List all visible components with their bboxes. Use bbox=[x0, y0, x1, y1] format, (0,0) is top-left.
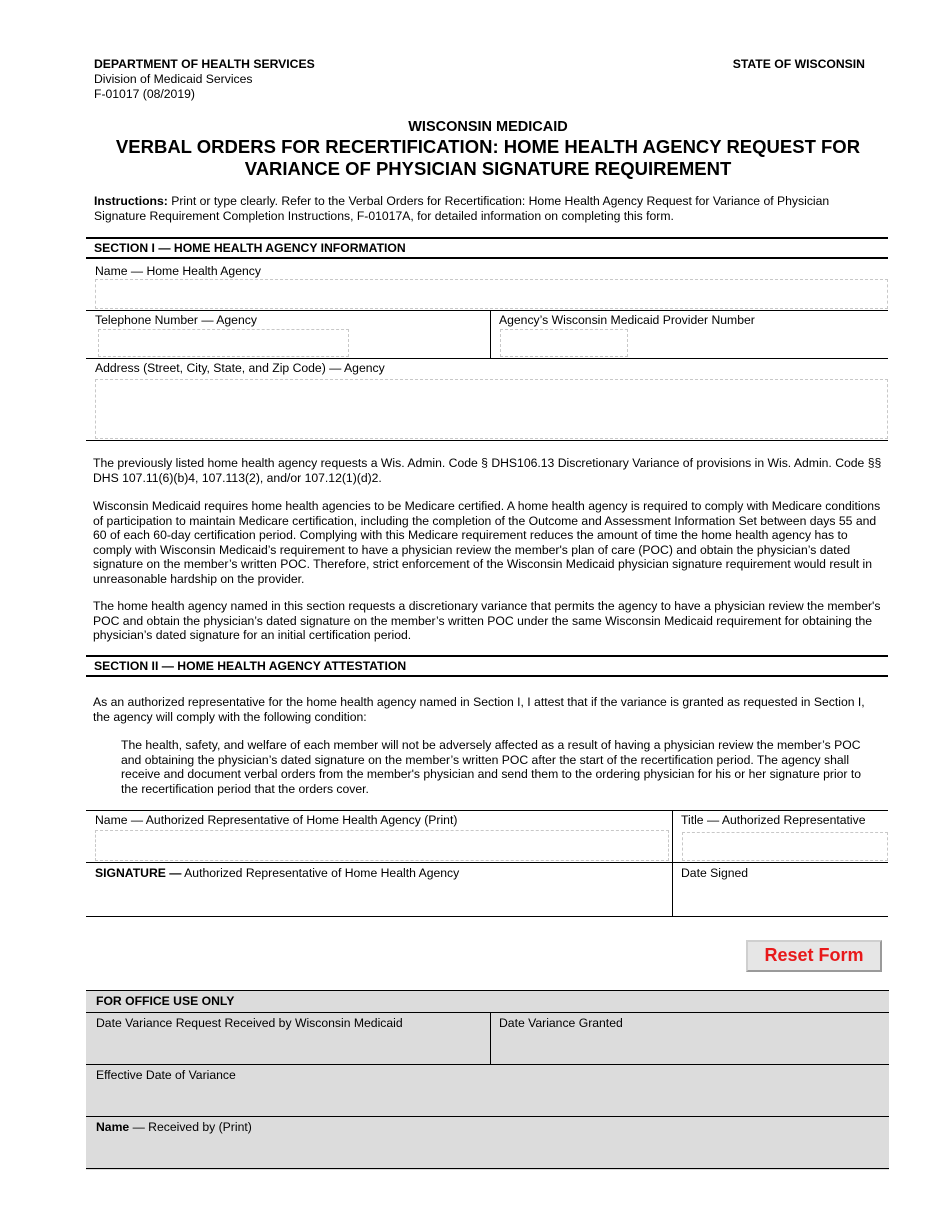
program-title: WISCONSIN MEDICAID bbox=[408, 119, 568, 135]
rep-title-label: Title — Authorized Representative bbox=[681, 813, 866, 827]
section-2-heading: SECTION II — HOME HEALTH AGENCY ATTESTATION bbox=[86, 655, 888, 677]
signature-label-bold: SIGNATURE — bbox=[95, 866, 182, 880]
received-by-label-text: — Received by (Print) bbox=[129, 1120, 252, 1134]
agency-phone-cell bbox=[86, 311, 491, 358]
received-by-label-bold: Name bbox=[96, 1120, 130, 1134]
agency-address-label: Address (Street, City, State, and Zip Code) — Agency bbox=[95, 361, 385, 375]
provider-number-cell bbox=[491, 311, 888, 358]
variance-scope-paragraph: The home health agency named in this section requests a discretionary variance that permits the agency to have a physician review the member's POC and obtain the physician’s dated signature on the member’s written POC under the same Wisconsin Medicaid requirement for obtaining the physician’s dated signature for an initial certification period. bbox=[93, 599, 881, 642]
agency-name-cell bbox=[86, 262, 888, 311]
variance-request-paragraph: The previously listed home health agency requests a Wis. Admin. Code § DHS106.13 Discretionary Variance of provisions in Wis. Admin. Code §§ DHS 107.11(6)(b)4, 107.113(2), and/or 107.12(1)(d)2. bbox=[93, 456, 882, 485]
received-by-label bbox=[96, 1120, 252, 1134]
attestation-paragraph: As an authorized representative for the home health agency named in Section I, I attest that if the variance is granted as requested in Section I, the agency will comply with the following condition: bbox=[93, 695, 865, 724]
signature-label-text: Authorized Representative of Home Health Agency bbox=[181, 866, 460, 880]
rep-title-cell bbox=[673, 811, 888, 863]
provider-number-label: Agency’s Wisconsin Medicaid Provider Number bbox=[499, 313, 755, 327]
office-use-heading: FOR OFFICE USE ONLY bbox=[86, 990, 889, 1013]
rep-name-cell bbox=[86, 811, 672, 863]
agency-name-label: Name — Home Health Agency bbox=[95, 264, 261, 278]
rep-name-input[interactable] bbox=[95, 830, 669, 861]
instructions bbox=[94, 194, 874, 224]
section-1-heading: SECTION I — HOME HEALTH AGENCY INFORMATION bbox=[86, 237, 888, 259]
division-name: Division of Medicaid Services bbox=[94, 72, 253, 86]
agency-name-input[interactable] bbox=[95, 279, 888, 309]
form-number: F-01017 (08/2019) bbox=[94, 87, 195, 101]
divider bbox=[86, 916, 888, 917]
date-received-cell bbox=[86, 1013, 491, 1064]
signature-cell[interactable] bbox=[86, 864, 672, 916]
rep-name-label: Name — Authorized Representative of Home Health Agency (Print) bbox=[95, 813, 458, 827]
date-signed-cell[interactable] bbox=[673, 864, 888, 916]
effective-date-label: Effective Date of Variance bbox=[96, 1068, 236, 1082]
provider-number-input[interactable] bbox=[500, 329, 628, 357]
state-name: STATE OF WISCONSIN bbox=[732, 57, 865, 71]
reset-form-button[interactable]: Reset Form bbox=[746, 940, 882, 972]
date-signed-label: Date Signed bbox=[681, 866, 749, 880]
instructions-text: Print or type clearly. Refer to the Verbal Orders for Recertification: Home Health Agency Request for Variance of Physician Signature Requirement Completion Instructions, F-01017A, for detailed information on completing this form. bbox=[94, 194, 830, 223]
medicare-paragraph: Wisconsin Medicaid requires home health agencies to be Medicare certified. A home health agency is required to comply with Medicare conditions of participation to maintain Medicare certification, including the completion of the Outcome and Assessment Information Set between days 55 and 60 of each 60-day certification period. Complying with this Medicare requirement reduces the amount of time the home health agency has to comply with Wisconsin Medicaid’s requirement to have a physician review the member's plan of care (POC) and obtain the physician’s dated signature on the member’s written POC. Therefore, strict enforcement of the Wisconsin Medicaid physician signature requirement would result in unreasonable hardship on the provider. bbox=[93, 499, 881, 586]
effective-date-cell bbox=[86, 1065, 889, 1116]
instructions-label: Instructions: bbox=[94, 194, 168, 208]
attestation-condition: The health, safety, and welfare of each member will not be adversely affected as a result of having a physician review the member’s POC and obtaining the physician’s dated signature on the member’s written POC after the start of the recertification period. The agency shall receive and document verbal orders from the member's physician and send them to the ordering physician for his or her signature prior to the recertification period that the orders cover. bbox=[121, 738, 862, 796]
date-received-label: Date Variance Request Received by Wisconsin Medicaid bbox=[96, 1016, 403, 1030]
signature-label bbox=[95, 866, 459, 880]
office-use-section bbox=[86, 990, 889, 1170]
divider bbox=[86, 440, 888, 441]
agency-phone-label: Telephone Number — Agency bbox=[95, 313, 257, 327]
agency-address-input[interactable] bbox=[95, 379, 888, 439]
received-by-cell bbox=[86, 1117, 889, 1168]
divider bbox=[86, 862, 888, 863]
title-line-1: VERBAL ORDERS FOR RECERTIFICATION: HOME HEALTH AGENCY REQUEST FOR bbox=[115, 136, 861, 157]
agency-phone-input[interactable] bbox=[98, 329, 349, 357]
form-header bbox=[94, 57, 315, 102]
date-granted-cell bbox=[491, 1013, 889, 1064]
agency-address-cell bbox=[86, 359, 888, 441]
rep-title-input[interactable] bbox=[682, 832, 888, 861]
title-line-2: VARIANCE OF PHYSICIAN SIGNATURE REQUIREMENT bbox=[244, 158, 732, 179]
form-title bbox=[86, 119, 890, 179]
divider bbox=[86, 1168, 889, 1169]
date-granted-label: Date Variance Granted bbox=[499, 1016, 623, 1030]
department-name: DEPARTMENT OF HEALTH SERVICES bbox=[94, 57, 315, 71]
